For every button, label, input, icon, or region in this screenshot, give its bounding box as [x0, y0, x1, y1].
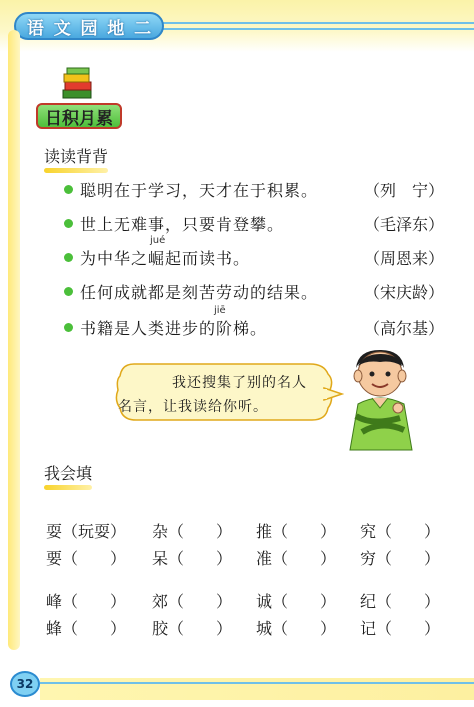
header-title [14, 12, 164, 40]
header-char: 地 [107, 18, 125, 39]
fill-cell: 纪（ ） [360, 592, 441, 611]
fill-cell: 耍（玩耍） [46, 522, 127, 541]
fill-cell: 推（ ） [256, 522, 337, 541]
fill-cell: 穷（ ） [360, 549, 441, 568]
fill-in-subtitle [44, 461, 92, 484]
quote-author: （高尔基） [363, 319, 444, 338]
fill-cell: 胶（ ） [152, 619, 233, 638]
quote-item [64, 280, 444, 304]
fill-cell: 郊（ ） [152, 592, 233, 611]
pinyin-annotation: jiē [214, 305, 226, 316]
page-number-badge [10, 671, 40, 697]
fill-cell: 要（ ） [46, 549, 127, 568]
speech-line-1: 我还搜集了别的名人 [172, 375, 307, 391]
fill-cell: 究（ ） [360, 522, 441, 541]
quote-item [64, 316, 444, 340]
bullet-dot [64, 323, 73, 332]
page-number: 32 [16, 677, 34, 691]
quote-item [64, 178, 444, 202]
bullet-dot [64, 253, 73, 262]
quote-text: 为中华之崛起而读书。 [80, 249, 251, 268]
fill-cell: 呆（ ） [152, 549, 233, 568]
header-rule [160, 22, 474, 24]
quote-author: （列 宁） [363, 181, 444, 200]
quote-text: 世上无难事，只要肯登攀。 [80, 215, 285, 234]
quote-item [64, 246, 444, 270]
header-char: 二 [134, 18, 152, 39]
quote-author: （毛泽东） [363, 215, 444, 234]
header-char: 园 [80, 18, 98, 39]
left-margin-stripe [8, 30, 20, 650]
quote-item [64, 212, 444, 236]
fill-cell: 准（ ） [256, 549, 337, 568]
speech-line-2: 名言，让我读给你听。 [118, 399, 268, 415]
quote-author: （周恩来） [363, 249, 444, 268]
fill-cell: 记（ ） [360, 619, 441, 638]
bullet-dot [64, 185, 73, 194]
boy-illustration [342, 346, 420, 454]
fill-cell: 杂（ ） [152, 522, 233, 541]
fill-cell: 蜂（ ） [46, 619, 127, 638]
fill-cell: 城（ ） [256, 619, 337, 638]
bullet-dot [64, 219, 73, 228]
header-char: 语 [26, 18, 44, 39]
bullet-dot [64, 287, 73, 296]
fill-cell: 诚（ ） [256, 592, 337, 611]
header-rule [160, 28, 474, 30]
subtitle-underline [44, 485, 92, 490]
pinyin-annotation: jué [150, 235, 166, 246]
header-char: 文 [53, 18, 71, 39]
speech-bubble [112, 360, 344, 424]
reading-subtitle [44, 144, 108, 167]
fill-cell: 峰（ ） [46, 592, 127, 611]
subtitle-underline [44, 168, 108, 173]
fill-in-subtitle-text: 我会填 [44, 464, 93, 483]
books-icon [60, 66, 94, 102]
quote-text: 聪明在于学习，天才在于积累。 [80, 181, 319, 200]
quote-author: （宋庆龄） [363, 283, 444, 302]
quote-text: 书籍是人类进步的阶梯。 [80, 319, 268, 338]
footer-rule [40, 682, 474, 684]
section-title: 日积月累 [36, 103, 122, 129]
quote-text: 任何成就都是刻苦劳动的结果。 [80, 283, 319, 302]
reading-subtitle-text: 读读背背 [44, 147, 109, 166]
